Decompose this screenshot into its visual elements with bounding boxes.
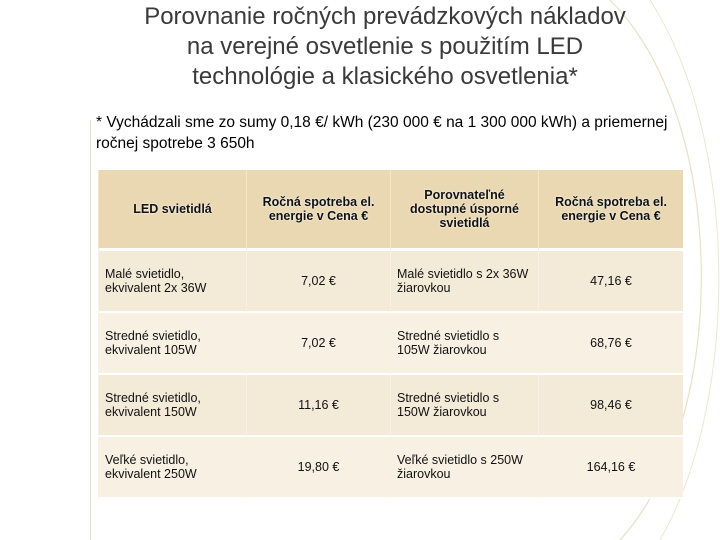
slide-title <box>100 2 670 92</box>
left-divider <box>90 120 91 540</box>
comparison-table <box>98 170 683 499</box>
header-comparable-luminaires: Porovnateľné dostupné úsporné svietidlá <box>390 170 538 251</box>
classic-cost-cell: 98,46 € <box>538 375 683 437</box>
title-line-1: Porovnanie ročných prevádzkových nákladov <box>144 3 626 30</box>
led-cost-cell: 7,02 € <box>246 313 390 375</box>
led-luminaire-cell: Veľké svietidlo, ekvivalent 250W <box>98 437 246 499</box>
classic-cost-cell: 164,16 € <box>538 437 683 499</box>
table-row <box>98 251 683 313</box>
led-cost-cell: 11,16 € <box>246 375 390 437</box>
classic-luminaire-cell: Stredné svietidlo s 150W žiarovkou <box>390 375 538 437</box>
led-cost-cell: 19,80 € <box>246 437 390 499</box>
title-line-2: na verejné osvetlenie s použitím LED <box>186 33 584 60</box>
classic-cost-cell: 68,76 € <box>538 313 683 375</box>
header-led-annual-cost: Ročná spotreba el. energie v Cena € <box>246 170 390 251</box>
table-row <box>98 313 683 375</box>
table-row <box>98 375 683 437</box>
led-luminaire-cell: Stredné svietidlo, ekvivalent 105W <box>98 313 246 375</box>
classic-luminaire-cell: Malé svietidlo s 2x 36W žiarovkou <box>390 251 538 313</box>
classic-luminaire-cell: Stredné svietidlo s 105W žiarovkou <box>390 313 538 375</box>
led-luminaire-cell: Malé svietidlo, ekvivalent 2x 36W <box>98 251 246 313</box>
classic-luminaire-cell: Veľké svietidlo s 250W žiarovkou <box>390 437 538 499</box>
footnote-text: * Vychádzali sme zo sumy 0,18 €/ kWh (230 000 € na 1 300 000 kWh) a priemernej ročnej spotrebe 3 650h <box>96 114 668 152</box>
table-header-row <box>98 170 683 251</box>
classic-cost-cell: 47,16 € <box>538 251 683 313</box>
header-led-luminaires: LED svietidlá <box>98 170 246 251</box>
header-classic-annual-cost: Ročná spotreba el. energie v Cena € <box>538 170 683 251</box>
title-line-3: technológie a klasického osvetlenia* <box>192 63 578 90</box>
led-cost-cell: 7,02 € <box>246 251 390 313</box>
led-luminaire-cell: Stredné svietidlo, ekvivalent 150W <box>98 375 246 437</box>
table-row <box>98 437 683 499</box>
